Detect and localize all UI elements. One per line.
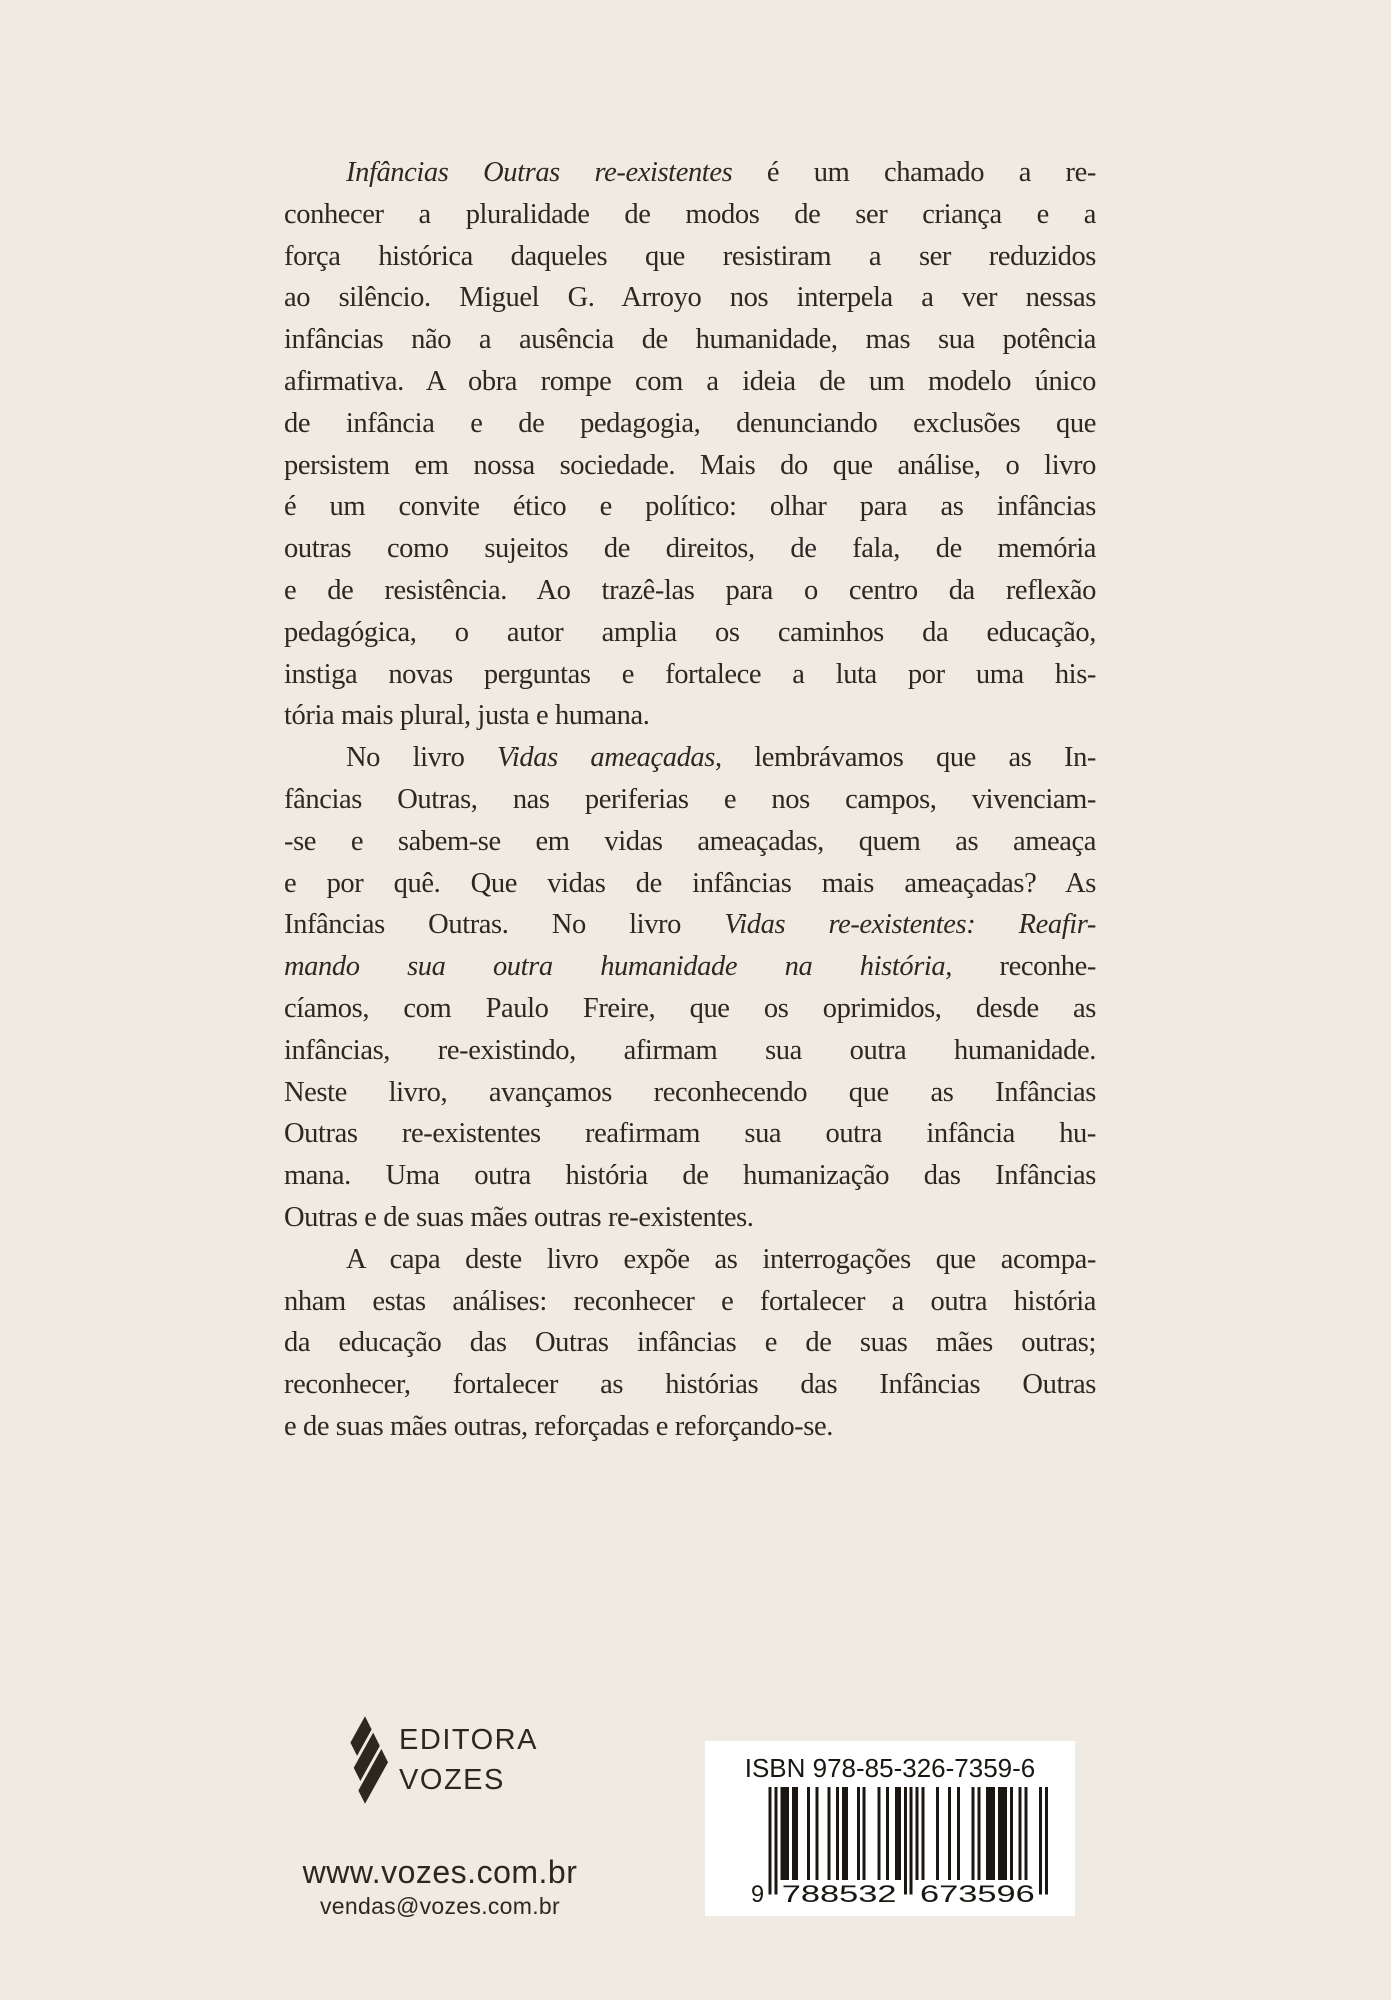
text-line: cíamos, com Paulo Freire, que os oprimidos, desde as: [284, 992, 1096, 1024]
text-line: reconhecer, fortalecer as histórias das Infâncias Outras: [284, 1369, 1096, 1401]
text-line: de infância e de pedagogia, denunciando exclusões que: [284, 407, 1096, 439]
text-line: Infâncias Outras re-existentes é um chamado a re-: [346, 157, 1096, 188]
publisher-email: vendas@vozes.com.br: [320, 1893, 560, 1919]
text-line: e de suas mães outras, reforçadas e reforçando-se.: [284, 1410, 833, 1442]
svg-text:788532: 788532: [781, 1881, 897, 1905]
text-line: -se e sabem-se em vidas ameaçadas, quem as ameaça: [284, 825, 1096, 857]
text-line: e de resistência. Ao trazê-las para o centro da reflexão: [284, 574, 1096, 606]
isbn-panel: [705, 1741, 1075, 1916]
back-cover-text: [284, 152, 1096, 1448]
text-line: Outras e de suas mães outras re-existentes.: [284, 1201, 754, 1233]
text-line: mana. Uma outra história de humanização das Infâncias: [284, 1160, 1096, 1192]
text-line: infâncias, re-existindo, afirmam sua outra humanidade.: [284, 1034, 1096, 1066]
text-line: Neste livro, avançamos reconhecendo que as Infâncias: [284, 1076, 1096, 1108]
text-line: mando sua outra humanidade na história, reconhe-: [284, 951, 1096, 983]
ean13-barcode: [745, 1787, 1048, 1905]
text-line: instiga novas perguntas e fortalece a luta por uma his-: [284, 658, 1096, 690]
isbn-number: ISBN 978-85-326-7359-6: [744, 1753, 1036, 1783]
svg-text:9: 9: [751, 1881, 765, 1905]
publisher-name-line1: EDITORA: [399, 1724, 538, 1756]
text-line: A capa deste livro expõe as interrogações que acompa-: [346, 1243, 1096, 1275]
text-line: pedagógica, o autor amplia os caminhos da educação,: [284, 616, 1096, 648]
text-line: força histórica daqueles que resistiram a ser reduzidos: [284, 240, 1096, 272]
text-line: No livro Vidas ameaçadas, lembrávamos que as In-: [346, 742, 1097, 774]
text-line: nham estas análises: reconhecer e fortalecer a outra história: [284, 1285, 1096, 1317]
text-line: Outras re-existentes reafirmam sua outra infância hu-: [284, 1118, 1096, 1150]
text-line: tória mais plural, justa e humana.: [284, 700, 650, 732]
text-line: infâncias não a ausência de humanidade, mas sua potência: [284, 324, 1096, 356]
text-line: ao silêncio. Miguel G. Arroyo nos interpela a ver nessas: [284, 282, 1096, 314]
text-line: da educação das Outras infâncias e de suas mães outras;: [284, 1327, 1096, 1359]
text-line: conhecer a pluralidade de modos de ser criança e a: [284, 198, 1096, 230]
publisher-name: [399, 1720, 538, 1800]
text-line: persistem em nossa sociedade. Mais do que análise, o livro: [284, 449, 1096, 481]
text-line: e por quê. Que vidas de infâncias mais ameaçadas? As: [284, 867, 1096, 899]
text-line: é um convite ético e político: olhar para as infâncias: [284, 491, 1096, 523]
text-line: afirmativa. A obra rompe com a ideia de um modelo único: [284, 365, 1096, 397]
text-line: Infâncias Outras. No livro Vidas re-existentes: Reafir-: [284, 909, 1096, 941]
svg-text:673596: 673596: [920, 1881, 1035, 1905]
vozes-diamond-logo-icon: [342, 1716, 388, 1804]
publisher-website: www.vozes.com.br: [302, 1854, 578, 1890]
publisher-name-line2: VOZES: [399, 1764, 505, 1796]
publisher-logo: [342, 1716, 538, 1804]
text-line: outras como sujeitos de direitos, de fala, de memória: [284, 533, 1096, 565]
text-line: fâncias Outras, nas periferias e nos campos, vivenciam-: [284, 783, 1096, 815]
publisher-block: [250, 1716, 630, 1919]
